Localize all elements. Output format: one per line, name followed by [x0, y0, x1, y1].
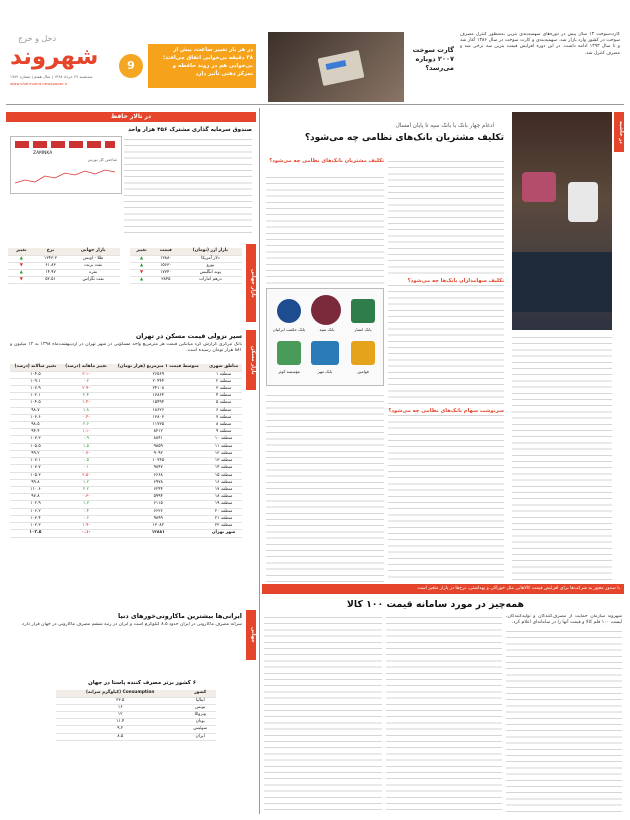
housing-cell: ۱۰۴.۵ [10, 400, 61, 407]
table-row: تونس ۱۶ [56, 704, 216, 711]
price-story [262, 584, 624, 814]
housing-cell: ۹۸.۵ [10, 422, 61, 429]
housing-cell: منطقه ۱۸ [205, 494, 242, 501]
housing-cell: ۰.۶ [61, 515, 112, 522]
pasta-table-title: ۶ کشور برتر مصرف کننده پاستا در جهان [88, 680, 196, 686]
table-row: یونان ۱۱.۴ [56, 719, 216, 726]
housing-cell: ۵۹۹۴ [111, 494, 205, 501]
housing-cell: ۸۸۴۱ [111, 436, 205, 443]
lead-subhead-3: سرنوشت سهام بانک‌های نظامی چه می‌شود؟ [388, 408, 504, 414]
housing-cell: ۱۰۷.۱ [10, 458, 61, 465]
table-row [10, 508, 242, 515]
photo-caption [512, 334, 612, 582]
chart-line [15, 165, 115, 189]
market-a-header: بازار ارز (تومان) [179, 248, 242, 255]
housing-header: متوسط قیمت ۱ مترمربع (هزار تومان) [111, 364, 205, 371]
housing-cell: منطقه ۱۶ [205, 479, 242, 486]
table-row: درهم امارات ۳۸۴۵ ▲ [130, 277, 242, 284]
masthead-promo [148, 44, 256, 88]
housing-cell: ۱۱۰.۶ [10, 487, 61, 494]
side-note-header: در تالار حافظ [6, 112, 256, 122]
housing-cell: ۹۹.۸ [10, 479, 61, 486]
housing-cell: منطقه ۱ [205, 371, 242, 378]
table-row: ایتالیا ۲۳.۵ [56, 697, 216, 704]
housing-section [6, 330, 256, 600]
housing-cell: منطقه ۲۰ [205, 508, 242, 515]
housing-cell: ۱۳۸۶۴ [111, 393, 205, 400]
chart-caption: شاخص کل بورس [87, 157, 117, 162]
table-row [10, 523, 242, 530]
housing-cell: -۰.۷ [61, 450, 112, 457]
housing-cell: ۱۸۶۲۶ [111, 407, 205, 414]
housing-cell: منطقه ۲۲ [205, 523, 242, 530]
table-row [10, 465, 242, 472]
table-row [10, 450, 242, 457]
housing-cell: منطقه ۲ [205, 378, 242, 385]
housing-cell: ۰.۱ [61, 465, 112, 472]
logo-hekmat [277, 299, 301, 323]
website: www.shahrvand-newspaper.ir [10, 81, 68, 86]
housing-cell: ۹۸.۷ [10, 407, 61, 414]
housing-cell: ۹۸۹۹ [111, 515, 205, 522]
housing-cell: ۱۰۶.۲ [10, 508, 61, 515]
bank-name-ghavamin: قوامین [357, 369, 369, 374]
housing-cell: منطقه ۵ [205, 400, 242, 407]
stock-ticker-chart [10, 136, 122, 194]
housing-cell: منطقه ۷ [205, 414, 242, 421]
table-row: نفت برنت ۶۱.۸۳ ▼ [8, 262, 120, 269]
lead-col-3 [266, 392, 384, 582]
housing-cell: منطقه ۱۳ [205, 458, 242, 465]
table-row [10, 378, 242, 385]
market-b-header: بازار جهانی [66, 248, 120, 255]
housing-cell: ۱۰۷.۹ [10, 385, 61, 392]
promo-line-1: در هر بار تغییر ساعت، بیش از [173, 47, 253, 53]
housing-cell: -۰.۱ [61, 530, 112, 537]
housing-cell: -۲.۹ [61, 385, 112, 392]
promo-line-2: ۳۸ دقیقه بی‌خوابی اتفاق می‌افتد؛ [162, 55, 253, 61]
world-section [6, 610, 256, 814]
page-number-badge: 9 [119, 54, 143, 78]
housing-cell: ۱۳۰۸۲ [111, 523, 205, 530]
lead-photo [512, 112, 612, 330]
housing-cell: منطقه ۱۱ [205, 443, 242, 450]
housing-cell: ۲۴۱۰۸ [111, 385, 205, 392]
price-col-1 [506, 628, 622, 812]
table-row [10, 429, 242, 436]
housing-cell: منطقه ۱۷ [205, 487, 242, 494]
housing-cell: شهر تهران [205, 530, 242, 537]
table-row [10, 371, 242, 378]
housing-cell: ۲.۴ [61, 393, 112, 400]
housing-cell: -۰.۳ [61, 494, 112, 501]
lead-kicker: ادغام چهار بانک با بانک سپه تا پایان امسال [395, 123, 494, 129]
lead-col-1 [388, 158, 504, 582]
lead-vertical-tab: در حاشیه [614, 112, 624, 152]
housing-cell: منطقه ۹ [205, 429, 242, 436]
housing-cell: ۶۹۷۸ [111, 479, 205, 486]
housing-cell: ۱۰۲.۳ [10, 523, 61, 530]
bank-name-hekmat: بانک حکمت ایرانیان [272, 327, 306, 332]
price-kicker: با صدور مجوز به شرکت‌ها برای افزایش قیمت کالاهایی مثل خوراکی و بهداشتی، نرخ‌ها در بازار متغیر است [262, 584, 624, 594]
pasta-table [56, 690, 216, 741]
table-row [10, 414, 242, 421]
table-row [10, 479, 242, 486]
table-row [10, 472, 242, 479]
table-row [10, 487, 242, 494]
market-b-header: نرخ [35, 248, 67, 255]
top-teaser-headline: گارت سوخت ۲۰۰۷ دوباره می‌رسد؟ [412, 46, 454, 72]
table-row [10, 530, 242, 537]
table-row: دلار آمریکا ۱۳۸۸۰ ▲ [130, 255, 242, 262]
price-col-3 [264, 614, 382, 812]
housing-cell: ۱.۵ [61, 443, 112, 450]
housing-cell: ۱.۸ [61, 407, 112, 414]
housing-cell: ۲۶۵۶۹ [111, 371, 205, 378]
market-a-header: تغییر [130, 248, 153, 255]
housing-header: مناطق شهری [205, 364, 242, 371]
housing-cell: ۱۲۸۸۱ [111, 530, 205, 537]
issue-line: سه‌شنبه ۲۷ خرداد ۱۳۹۸ | سال هفتم | شماره ۱۷۸۴ [10, 74, 93, 79]
table-row: سوئیس ۹.۲ [56, 726, 216, 733]
bank-name-sepah: بانک سپه [319, 327, 335, 332]
housing-cell: ۱۰۵.۳ [10, 472, 61, 479]
logo-ansar [351, 299, 375, 323]
housing-cell: ۱۰۷.۳ [10, 436, 61, 443]
housing-cell: ۱۰۵.۵ [10, 443, 61, 450]
housing-cell: ۶۱۱۵ [111, 501, 205, 508]
masthead-logo: شهروند [10, 44, 99, 70]
lead-story [262, 112, 624, 582]
housing-cell: ۶۶۶۸ [111, 472, 205, 479]
side-note-body [124, 136, 252, 236]
table-row [10, 494, 242, 501]
housing-cell: ۹۸۴۷ [111, 465, 205, 472]
side-note [6, 112, 256, 240]
housing-cell: -۱.۴ [61, 400, 112, 407]
housing-cell: ۱۱۷۳۵ [111, 422, 205, 429]
housing-table [10, 364, 242, 538]
logo-mehr [311, 341, 339, 365]
lead-headline: تکلیف مشتریان بانک‌های نظامی چه می‌شود؟ [304, 133, 504, 143]
logo-sepah [311, 295, 341, 325]
housing-cell: ۱۰۲.۹ [10, 501, 61, 508]
table-row: یورو ۱۵۶۳۰ ▲ [130, 262, 242, 269]
section-name: دخل و خرج [18, 34, 57, 43]
table-row: ونزوئلا ۱۲ [56, 711, 216, 718]
housing-cell: ۱.۷ [61, 501, 112, 508]
housing-cell: ۲.۲ [61, 487, 112, 494]
lead-subhead-1: تکلیف مشتریان بانک‌های نظامی چه می‌شود؟ [269, 158, 384, 164]
table-row [10, 385, 242, 392]
housing-cell: منطقه ۱۰ [205, 436, 242, 443]
world-intro: سرانه مصرف ماکارونی در ایران حدود ۸.۵ کیلوگرم است و ایران در رتبه ششم مصرف ماکارونی در جهان قرار دارد. [20, 622, 242, 627]
housing-cell: منطقه ۲۱ [205, 515, 242, 522]
table-row: پوند انگلیس ۱۷۷۴۰ ▼ [130, 269, 242, 276]
world-vertical-tab: جهانی [246, 610, 256, 660]
lead-col-2 [266, 174, 384, 284]
housing-cell: -۳.۱ [61, 371, 112, 378]
housing-cell: ۰.۴ [61, 508, 112, 515]
table-row [10, 515, 242, 522]
table-row: طلا - اونس ۱۳۴۳.۳ ▲ [8, 255, 120, 262]
housing-cell: منطقه ۴ [205, 393, 242, 400]
table-row [10, 400, 242, 407]
housing-cell: منطقه ۳ [205, 385, 242, 392]
price-col-2 [386, 614, 502, 812]
lead-subhead-2: تکلیف سهامداران بانک‌ها چه می‌شود؟ [388, 278, 504, 285]
housing-cell: ۸۴۱۲ [111, 429, 205, 436]
housing-cell: -۲.۵ [61, 472, 112, 479]
table-row [10, 443, 242, 450]
stock-label: ZAMNKA [33, 151, 53, 156]
bank-name-mehr: بانک مهر [317, 369, 333, 374]
top-teaser-body: کارت‌سوخت ۱۳ سال پیش در دوره‌های سهمیه‌بندی بنزین به‌منظور کنترل مصرف سوخت در کشور وارد بازار شد. سهمیه‌بندی و کارت سوخت در سال ۱۳۸۶ آغاز شد و تا سال ۱۳۹۳ ادامه داشت. در این دوره افزایش قیمت بنزین سه نرخی شد و مصرف کنترل شد. [460, 32, 620, 56]
mini-line-chart [15, 165, 115, 189]
market-table-b [8, 248, 120, 284]
table-row [10, 393, 242, 400]
pasta-header: کشور [184, 690, 216, 697]
card-photo [268, 32, 404, 102]
housing-cell: منطقه ۱۴ [205, 465, 242, 472]
housing-cell: منطقه ۱۹ [205, 501, 242, 508]
housing-cell: ۹۴.۴ [10, 429, 61, 436]
housing-cell: ۰.۵ [61, 458, 112, 465]
top-teaser [268, 28, 622, 104]
housing-cell: ۲.۶ [61, 422, 112, 429]
housing-title: سیر نزولی قیمت مسکن در تهران [135, 332, 242, 340]
table-row: نفت تگزاس ۵۲.۵۱ ▼ [8, 277, 120, 284]
promo-line-3: بی‌خوابی هم در روند حافظه و [172, 63, 253, 69]
masthead [6, 30, 256, 98]
table-row [10, 436, 242, 443]
logo-ghavamin [351, 341, 375, 365]
housing-cell: -۱.۱ [61, 429, 112, 436]
market-b-header: تغییر [8, 248, 35, 255]
housing-cell: ۱۰۷۴۵ [111, 458, 205, 465]
price-intro: شهروند سازمان حمایت از مصرف‌کنندگان و تولیدکنندگان، لیست ۱۰۰ قلم کالا و قیمت آنها را در سامانه‌ای اعلام کرد. [506, 614, 622, 626]
side-note-title: صندوق سرمایه گذاری مشترک ۴۵۶ هزار واحد [128, 127, 252, 133]
table-row [10, 407, 242, 414]
housing-cell: ۱۰۳.۵ [10, 530, 61, 537]
housing-cell: ۰.۹ [61, 436, 112, 443]
table-row: ایران ۸.۵ [56, 733, 216, 740]
market-a-header: قیمت [153, 248, 179, 255]
price-headline: همه‌چیز در مورد سامانه قیمت ۱۰۰ کالا [346, 599, 524, 610]
housing-cell: ۲۰۴۴۴ [111, 378, 205, 385]
housing-cell: ۱۰۳.۶ [10, 414, 61, 421]
housing-cell: -۱.۹ [61, 523, 112, 530]
housing-cell: ۹۹.۲ [10, 450, 61, 457]
table-row [10, 501, 242, 508]
market-vertical-tab: بازار جهانی [246, 244, 256, 322]
housing-cell: ۱۵۴۹۴ [111, 400, 205, 407]
bank-name-kosar: مؤسسه کوثر [278, 369, 300, 374]
housing-cell: منطقه ۱۲ [205, 450, 242, 457]
housing-cell: ۶۶۲۶ [111, 508, 205, 515]
market-section [6, 244, 256, 324]
bank-logos [266, 288, 384, 386]
housing-cell: ۱۳۸۰۳ [111, 414, 205, 421]
housing-cell: ۶۲۴۴ [111, 487, 205, 494]
pasta-header: Consumption (کیلوگرم سرانه) [56, 690, 184, 697]
housing-cell: ۱۰۷.۷ [10, 465, 61, 472]
housing-cell: ۱۰۹.۱ [10, 378, 61, 385]
world-title: ایرانی‌ها بیشترین ماکارونی‌خورهای دنیا [117, 612, 242, 620]
bank-name-ansar: بانک انصار [354, 327, 372, 332]
housing-header: تغییر سالانه (درصد) [10, 364, 61, 371]
housing-intro: بانک مرکزی گزارش کرد میانگین قیمت هر مترمربع واحد مسکونی در شهر تهران در اردیبهشت‌ماه ۱۳۹۸ به ۱۲ میلیون و ۸۸۱ هزار تومان رسیده است. [10, 342, 242, 354]
logo-kosar [277, 341, 301, 365]
housing-cell: ۱۰۳.۴ [10, 515, 61, 522]
housing-cell: -۰.۴ [61, 414, 112, 421]
housing-cell: ۹۷.۸ [10, 494, 61, 501]
table-row: نقره ۱۴.۹۷ ▲ [8, 269, 120, 276]
housing-cell: ۰.۲ [61, 378, 112, 385]
housing-cell: منطقه ۸ [205, 422, 242, 429]
housing-cell: ۱.۲ [61, 479, 112, 486]
table-row [10, 422, 242, 429]
promo-line-4: تمرکز ذهنی تأثیر دارد [195, 71, 253, 77]
housing-cell: منطقه ۱۵ [205, 472, 242, 479]
housing-cell: ۹۰۹۲ [111, 450, 205, 457]
housing-cell: منطقه ۶ [205, 407, 242, 414]
housing-cell: ۱۰۴.۵ [10, 371, 61, 378]
market-table-a [130, 248, 242, 284]
housing-vertical-tab: بازار مسکن [246, 330, 256, 390]
housing-cell: ۱۰۲.۱ [10, 393, 61, 400]
table-row [10, 458, 242, 465]
housing-cell: ۹۸۵۹ [111, 443, 205, 450]
housing-header: تغییر ماهانه (درصد) [61, 364, 112, 371]
